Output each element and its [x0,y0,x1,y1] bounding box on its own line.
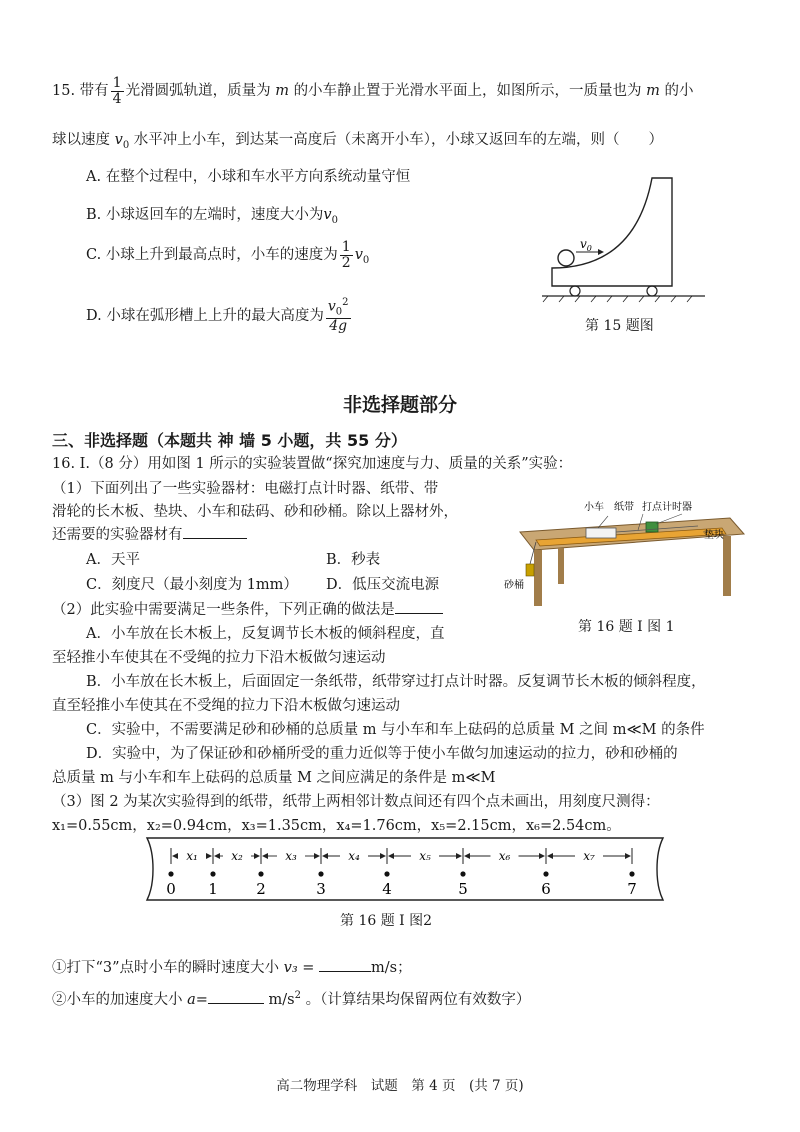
tape-segment-label: x₂ [231,849,243,863]
tape-segment-label: x₇ [583,849,595,863]
bucket [526,564,534,576]
arc-track-cart [552,178,672,286]
tape-segment-label: x₅ [419,849,431,863]
tape-point-label: 3 [316,880,326,898]
q16-choice-c: C．刻度尺（最小刻度为 1mm） [86,577,298,593]
q15-option-b: B. 小球返回车的左端时，速度大小为$v_0$ [86,207,338,226]
fig1-label-cart: 小车 [584,502,604,513]
q16-choice-d: D．低压交流电源 [326,577,440,593]
tape-dot [384,871,389,876]
q15-line2: 球以速度 $v_0$ 水平冲上小车，到达某一高度后（未离开小车），小球又返回车的左端，则（ ） [52,132,664,151]
tape-point-label: 6 [541,880,551,898]
fig1-label-block: 垫块 [704,530,724,541]
q15-option-c: C. 小球上升到最高点时，小车的速度为 $\frac{1}{2}$ $v_0$ [86,239,370,271]
fig-velocity-label: $v_0$ [580,237,592,253]
tape-dot [629,871,634,876]
wheel-left [570,286,580,296]
q16-p2-line1: （2）此实验中需要满足一些条件，下列正确的做法是 [52,598,443,619]
tape-point-label: 2 [256,880,266,898]
q16-figure2-caption: 第 16 题 I 图2 [340,913,433,929]
q15-caption: 第 15 题图 [585,318,654,334]
q16-figure2-tape [135,834,675,904]
q16-p2-option-d-line2: 总质量 m 与小车和车上砝码的总质量 M 之间应满足的条件是 m≪M [52,770,496,786]
q16-p1-line3: 还需要的实验器材有 [52,523,247,544]
tape-point-label: 0 [166,880,176,898]
q16-p1-line2: 滑轮的长木板、垫块、小车和砝码、砂和砂桶。除以上器材外， [52,504,458,520]
tape-segment-label: x₆ [498,849,511,863]
answer-blank-acceleration[interactable] [208,1003,264,1004]
q16-p3-line1: （3）图 2 为某次实验得到的纸带，纸带上两相邻计数点间还有四个点未画出，用刻度尺测得： [52,794,660,810]
q15-line1: 15. 带有 $\frac{1}{4}$ 光滑圆弧轨道，质量为 m 的小车静止置于光滑水平面上，如图所示，一质量也为 m 的小 [52,75,694,107]
tape-dot [318,871,323,876]
q16-p2-option-a-line2: 至轻推小车使其在不受绳的拉力下沿木板做匀速运动 [52,650,386,666]
table-leg [534,550,542,606]
cart [586,528,616,538]
fraction-quarter: $\frac{1}{4}$ [112,75,122,107]
q15-figure [540,168,710,303]
part3-heading: 三、非选择题（本题共 神 墙 5 小题，共 55 分） [52,431,407,450]
q16-p3-line2: x₁=0.55cm，x₂=0.94cm，x₃=1.35cm，x₄=1.76cm，x₅=2.15cm，x₆=2.54cm。 [52,818,621,834]
q16-question-acceleration: ②小车的加速度大小 $a= m/s^2$ 。（计算结果均保留两位有效数字） [52,990,531,1008]
tape-point-label: 5 [458,880,468,898]
q16-intro: 16. Ⅰ.（8 分）用如图 1 所示的实验装置做“探究加速度与力、质量的关系”实验： [52,456,573,472]
tape-dot [460,871,465,876]
tape-dot [258,871,263,876]
q16-p1-line1: （1）下面列出了一些实验器材：电磁打点计时器、纸带、带 [52,481,439,497]
tape-dot [210,871,215,876]
table-leg [723,536,731,596]
answer-blank-velocity[interactable] [319,971,371,972]
section-title: 非选择题部分 [342,394,457,416]
q16-question-velocity: ①打下“3”点时小车的瞬时速度大小 v₃ = m/s； [52,960,412,976]
tape-point-label: 1 [208,880,218,898]
q16-p2-option-a-line1: A．小车放在长木板上，反复调节长木板的倾斜程度，直 [86,626,445,642]
tape-outline [147,838,663,900]
q16-figure1-caption: 第 16 题 I 图 1 [578,619,675,635]
wheel-right [647,286,657,296]
tape-segment-label: x₁ [186,849,198,863]
tape-point-label: 7 [627,880,637,898]
q16-choice-a: A．天平 [86,552,140,568]
q15-option-a: A. 在整个过程中，小球和车水平方向系统动量守恒 [86,169,411,185]
ball [558,250,574,266]
tape-point-label: 4 [382,880,392,898]
fig1-label-bucket: 砂桶 [504,580,524,591]
timer [646,522,658,532]
fig1-label-timer: 打点计时器 [642,502,692,513]
q16-figure1 [498,492,748,610]
fig1-label-tape: 纸带 [614,502,634,513]
page-footer: 高二物理学科 试题 第 4 页 (共 7 页) [276,1078,524,1094]
q16-p2-option-c: C．实验中，不需要满足砂和砂桶的总质量 m 与小车和车上砝码的总质量 M 之间 m≪M 的条件 [86,722,705,738]
tape-dot [543,871,548,876]
q16-p2-option-b-line2: 直至轻推小车使其在不受绳的拉力下沿木板做匀速运动 [52,698,400,714]
tape-segment-label: x₄ [348,849,360,863]
q16-choice-b: B．秒表 [326,552,381,568]
tape-dot [168,871,173,876]
q16-p2-option-b-line1: B．小车放在长木板上，后面固定一条纸带，纸带穿过打点计时器。反复调节长木板的倾斜程度， [86,674,706,690]
q16-p2-option-d-line1: D．实验中，为了保证砂和砂桶所受的重力近似等于使小车做匀加速运动的拉力，砂和砂桶的 [86,746,678,762]
q15-option-d: D. 小球在弧形槽上上升的最大高度为 $\frac{v_0^2}{4g}$ [86,297,349,334]
tape-segment-label: x₃ [285,849,297,863]
